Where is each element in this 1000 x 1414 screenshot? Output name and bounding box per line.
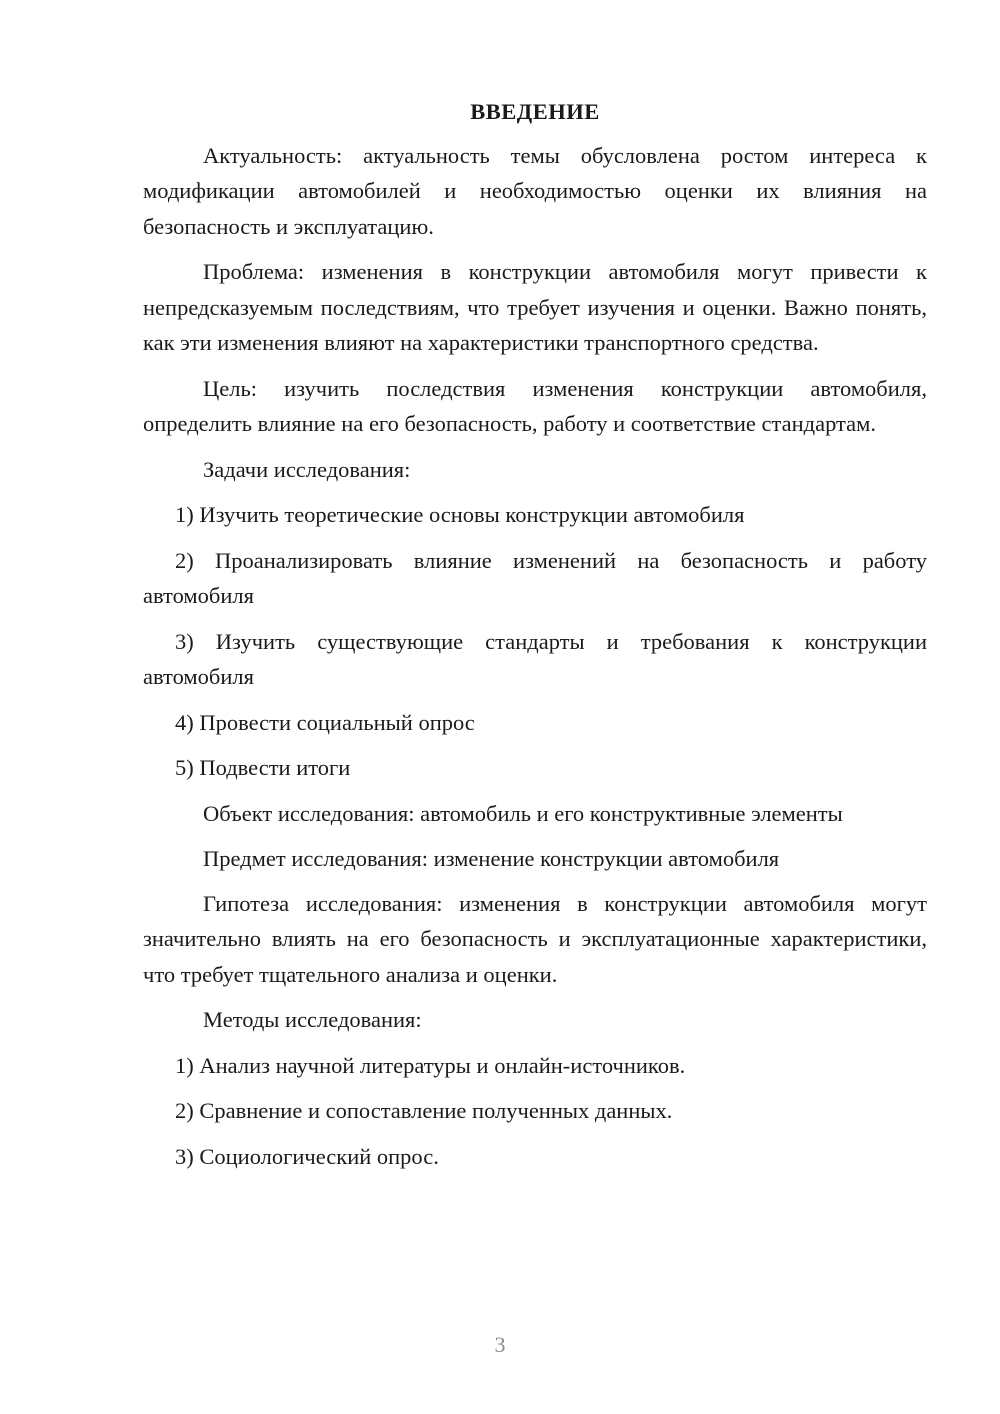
list-item: 3) Социологический опрос. bbox=[175, 1143, 439, 1169]
object-paragraph: Объект исследования: автомобиль и его конструктивные элементы bbox=[203, 800, 843, 826]
methods-list bbox=[143, 1048, 927, 1175]
methods-heading: Методы исследования: bbox=[203, 1007, 422, 1032]
list-item: 1) Изучить теоретические основы конструкции автомобиля bbox=[175, 502, 745, 527]
list-item: 3) Изучить существующие стандарты и требования к конструкции автомобиля bbox=[143, 628, 927, 689]
hypothesis-paragraph: Гипотеза исследования: изменения в конструкции автомобиля могут значительно влиять на его безопасность и эксплуатационные характеристики, что требует тщательного анализа и оценки. bbox=[143, 890, 927, 987]
tasks-list bbox=[143, 497, 927, 786]
page-number: 3 bbox=[494, 1332, 506, 1357]
list-item: 5) Подвести итоги bbox=[175, 755, 351, 780]
section-title: ВВЕДЕНИЕ bbox=[470, 99, 600, 124]
goal-paragraph: Цель: изучить последствия изменения конструкции автомобиля, определить влияние на его безопасность, работу и соответствие стандартам. bbox=[143, 375, 927, 436]
list-item: 4) Провести социальный опрос bbox=[175, 709, 475, 735]
problem-paragraph: Проблема: изменения в конструкции автомобиля могут привести к непредсказуемым последствиям, что требует изучения и оценки. Важно понять, как эти изменения влияют на характеристики транспортного средства. bbox=[143, 259, 927, 355]
tasks-heading: Задачи исследования: bbox=[203, 456, 411, 482]
page-content bbox=[143, 94, 927, 1184]
list-item: 2) Проанализировать влияние изменений на безопасность и работу автомобиля bbox=[143, 547, 927, 608]
list-item: 1) Анализ научной литературы и онлайн-источников. bbox=[175, 1052, 686, 1078]
list-item: 2) Сравнение и сопоставление полученных данных. bbox=[175, 1098, 673, 1123]
relevance-paragraph: Актуальность: актуальность темы обусловлена ростом интереса к модификации автомобилей и необходимостью оценки их влияния на безопасность и эксплуатацию. bbox=[143, 142, 927, 239]
subject-paragraph: Предмет исследования: изменение конструкции автомобиля bbox=[203, 845, 780, 871]
